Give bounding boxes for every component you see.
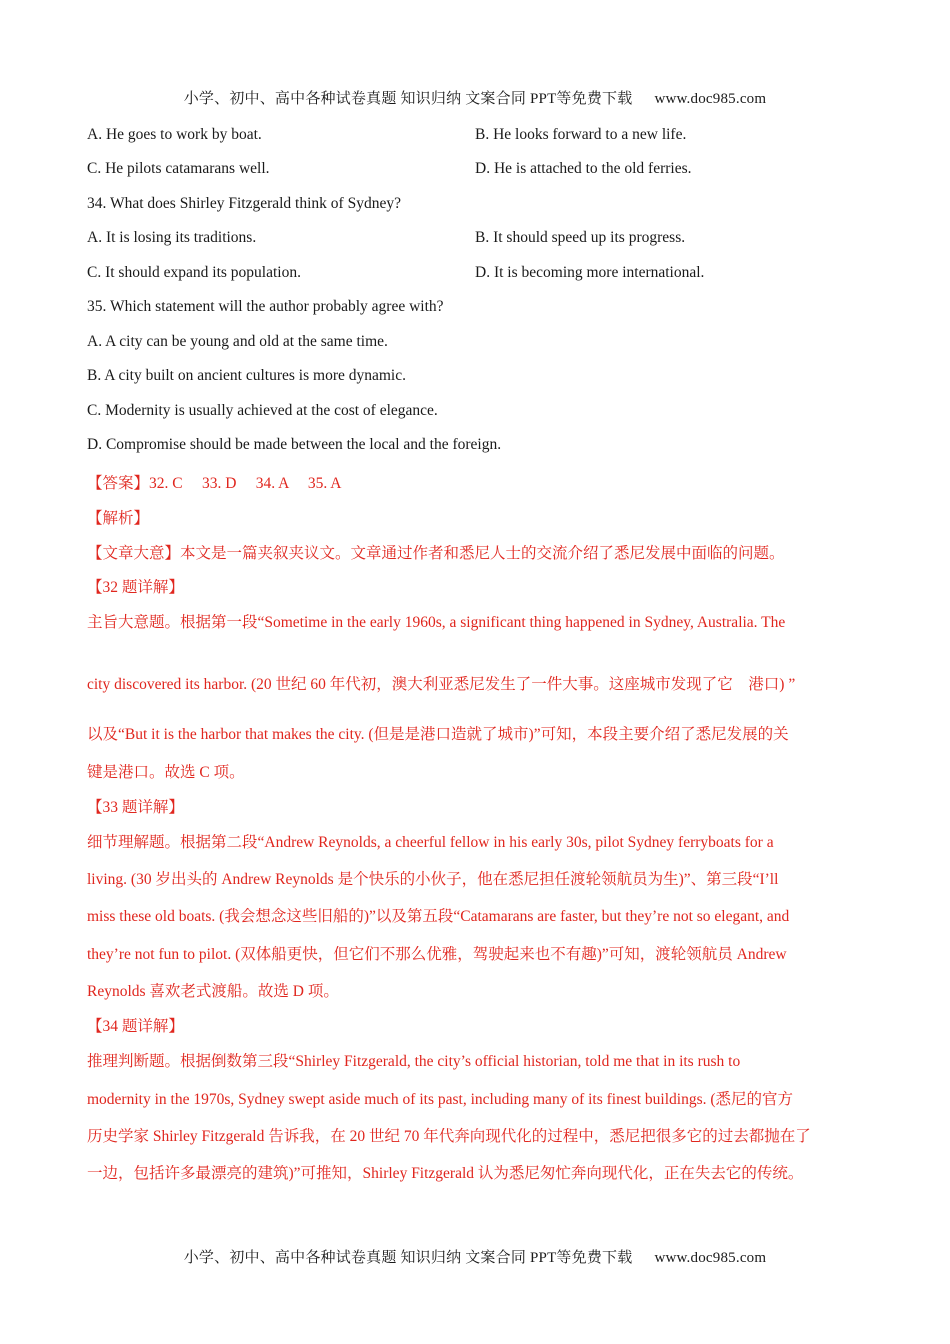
header-site-link[interactable]: www.doc985.com (654, 91, 767, 107)
q33-option-d: D. He is attached to the old ferries. (475, 160, 692, 177)
q35-option-c: C. Modernity is usually achieved at the cost of elegance. (87, 402, 438, 419)
q34-option-b: B. It should speed up its progress. (475, 229, 686, 246)
page-footer (0, 1246, 950, 1267)
q33-detail-line: living. (30 岁出头的 Andrew Reynolds 是个快乐的小伙子，他在悉尼担任渡轮领航员为生)”、第三段“I’ll (87, 871, 779, 888)
q35-option-b: B. A city built on ancient cultures is more dynamic. (87, 367, 406, 384)
q32-detail-line: 以及“But it is the harbor that makes the city. (但是是港口造就了城市)”可知，本段主要介绍了悉尼发展的关 (87, 726, 789, 743)
q34-detail-line: 推理判断题。根据倒数第三段“Shirley Fitzgerald, the city’s official historian, told me that in its rush to (87, 1053, 741, 1070)
q34-option-d: D. It is becoming more international. (475, 264, 705, 281)
q33-detail-label: 【33 题详解】 (87, 799, 184, 816)
q32-detail-line: city discovered its harbor. (20 世纪 60 年代初，澳大利亚悉尼发生了一件大事。这座城市发现了它 港口) ” (87, 676, 796, 693)
q32-detail-label: 【32 题详解】 (87, 579, 184, 596)
q33-detail-line: Reynolds 喜欢老式渡船。故选 D 项。 (87, 983, 339, 1000)
q35-option-d: D. Compromise should be made between the local and the foreign. (87, 436, 502, 453)
q33-option-b: B. He looks forward to a new life. (475, 126, 687, 143)
q34-question: 34. What does Shirley Fitzgerald think of Sydney? (87, 195, 401, 212)
q34-detail-line: 一边，包括许多最漂亮的建筑)”可推知，Shirley Fitzgerald 认为悉尼匆忙奔向现代化，正在失去它的传统。 (87, 1165, 804, 1182)
q33-detail-line: miss these old boats. (我会想念这些旧船的)”以及第五段“Catamarans are faster, but they’re not so elegant, and (87, 908, 790, 925)
q32-detail-line: 主旨大意题。根据第一段“Sometime in the early 1960s, a significant thing happened in Sydney, Australia. The (87, 614, 786, 631)
footer-site-link[interactable]: www.doc985.com (654, 1250, 767, 1266)
q33-option-c: C. He pilots catamarans well. (87, 160, 270, 177)
q33-option-a: A. He goes to work by boat. (87, 126, 262, 143)
q34-option-c: C. It should expand its population. (87, 264, 301, 281)
q35-question: 35. Which statement will the author probably agree with? (87, 298, 444, 315)
answer-key: 【答案】32. C 33. D 34. A 35. A (87, 475, 342, 492)
q35-option-a: A. A city can be young and old at the same time. (87, 333, 388, 350)
q34-detail-line: modernity in the 1970s, Sydney swept aside much of its past, including many of its finest buildings. (悉尼的官方 (87, 1091, 794, 1108)
q34-option-a: A. It is losing its traditions. (87, 229, 257, 246)
analysis-label: 【解析】 (87, 510, 150, 527)
q33-detail-line: they’re not fun to pilot. (双体船更快，但它们不那么优雅，驾驶起来也不有趣)”可知，渡轮领航员 Andrew (87, 946, 787, 963)
page-header (0, 87, 950, 108)
article-summary: 【文章大意】本文是一篇夹叙夹议文。文章通过作者和悉尼人士的交流介绍了悉尼发展中面临的问题。 (87, 545, 785, 562)
q33-detail-line: 细节理解题。根据第二段“Andrew Reynolds, a cheerful fellow in his early 30s, pilot Sydney ferryboats for a (87, 834, 774, 851)
q34-detail-line: 历史学家 Shirley Fitzgerald 告诉我，在 20 世纪 70 年代奔向现代化的过程中，悉尼把很多它的过去都抛在了 (87, 1128, 811, 1145)
q34-detail-label: 【34 题详解】 (87, 1018, 184, 1035)
q32-detail-line: 键是港口。故选 C 项。 (87, 764, 245, 781)
header-text: 小学、初中、高中各种试卷真题 知识归纳 文案合同 PPT等免费下载 (183, 91, 633, 107)
footer-text: 小学、初中、高中各种试卷真题 知识归纳 文案合同 PPT等免费下载 (183, 1250, 633, 1266)
